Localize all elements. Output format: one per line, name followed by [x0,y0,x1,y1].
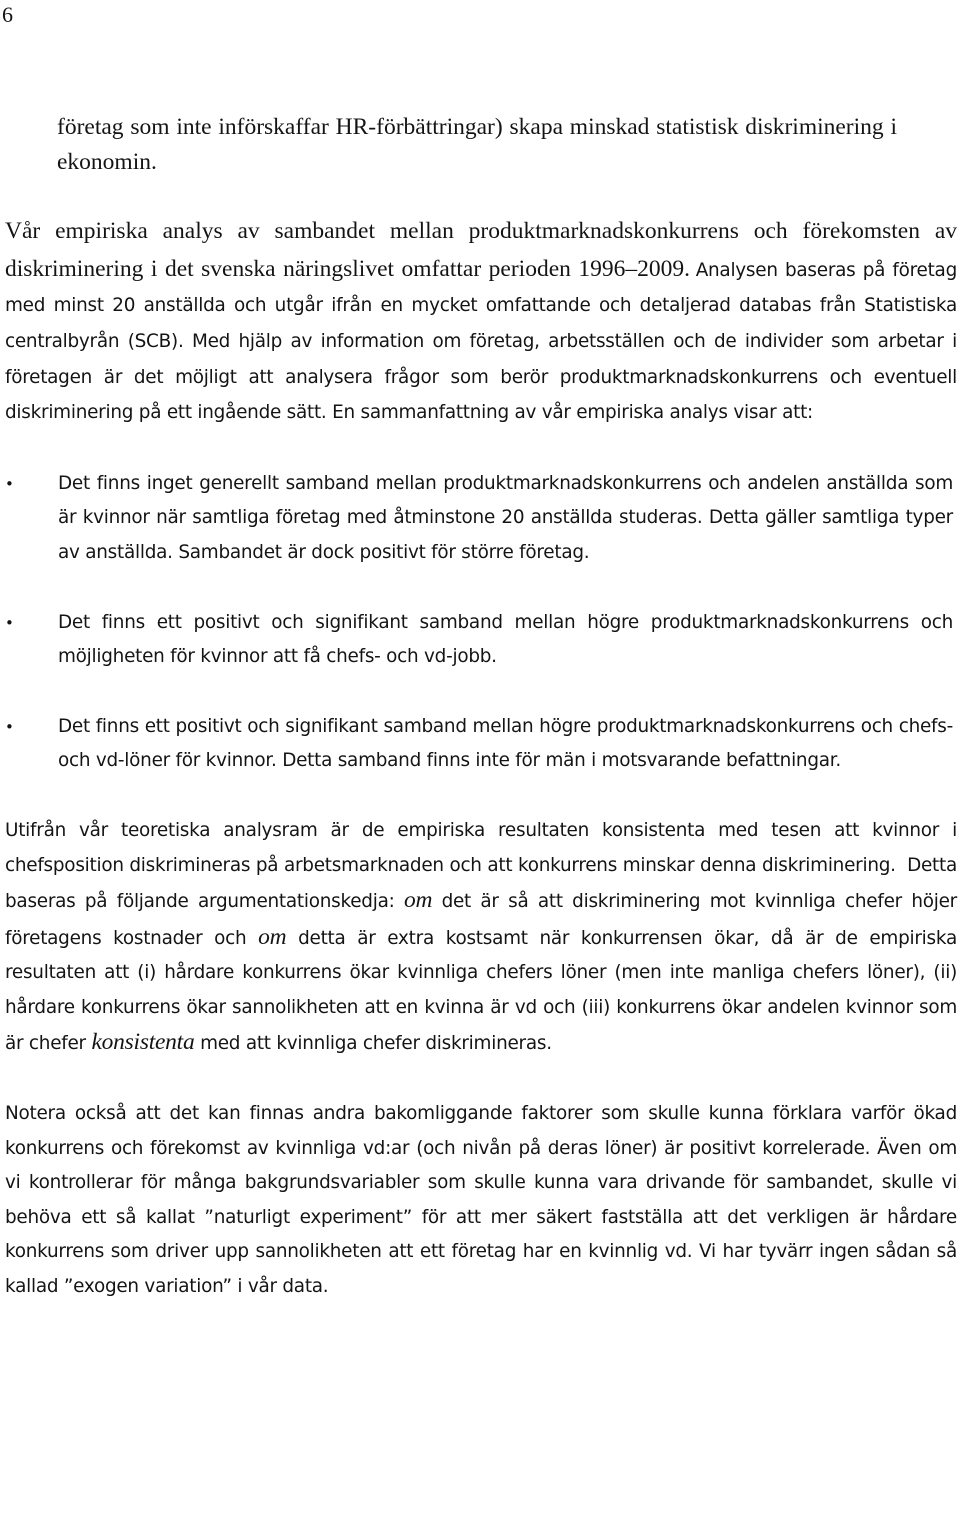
bullet-icon: • [5,613,14,632]
conclusion-paragraph [5,814,957,1062]
document-body [5,110,957,1305]
conclusion-text: detta är extra kostsamt när konkurrensen ökar, då är de empiriska resultaten att (i) hårdare konkurrens ökar kvinnliga chefers löner (men inte manliga chefers löner), (ii) hårdare konkurrens ökar sannolikheten att en kvinna är vd och (iii) konkurrens ökar andelen kvinnor som är chefer [5,927,957,1055]
list-item-text: Det finns inget generellt samband mellan produktmarknadskonkurrens och andelen anställda som är kvinnor när samtliga företag med åtminstone 20 anställda studeras. Detta gäller samtliga typer av anställda. Sambandet är dock positivt för större företag. [58,472,953,563]
analysis-text-serif: Vår empiriska analys av sambandet mellan produktmarknadskonkurrens och förekomsten av diskriminering i det svenska näringslivet omfattar perioden 1996–2009. [5,218,957,282]
conclusion-text: Utifrån vår teoretiska analysram är de empiriska resultaten konsistenta med tesen att kvinnor i chefsposition diskrimineras på arbetsmarknaden och att konkurrens minskar denna diskriminering. [5,819,957,876]
bullet-icon: • [5,717,14,736]
analysis-paragraph [5,214,957,432]
conclusion-text: det är så att diskriminering mot kvinnliga chefer höjer företagens kostnader och [5,891,957,949]
list-item-text: Det finns ett positivt och signifikant samband mellan högre produktmarknadskonkurrens och chefs- och vd-löner för kvinnor. Detta samband finns inte för män i motsvarande befattningar. [58,715,953,772]
emphasis-text: konsistenta [91,1029,195,1056]
page-number: 6 [2,2,13,27]
bullet-icon: • [5,474,14,493]
list-item [5,467,957,571]
intro-paragraph: företag som inte införskaffar HR-förbättringar) skapa minskad statistisk diskriminering i ekonomin. [57,114,897,175]
emphasis-text: om [258,923,287,950]
emphasis-text: om [403,887,433,914]
list-item [5,710,957,779]
findings-list [5,467,957,779]
list-item [5,606,957,675]
analysis-text-sans: Analysen baseras på företag med minst 20 anställda och utgår ifrån en mycket omfattande och detaljerad databas från Statistiska centralbyrån (SCB). Med hjälp av information om företag, arbetsställen och de individer som arbetar i företagen är det möjligt att analysera frågor som berör produktmarknadskonkurrens och eventuell diskriminering på ett ingående sätt. En sammanfattning av vår empiriska analys visar att: [5,259,958,424]
list-item-text: Det finns ett positivt och signifikant samband mellan högre produktmarknadskonkurrens och möjligheten för kvinnor att få chefs- och vd-jobb. [58,611,953,668]
paragraph-gap [5,1062,957,1097]
conclusion-text: Detta baseras på följande argumentationskedja: [5,854,957,913]
note-paragraph: Notera också att det kan finnas andra bakomliggande faktorer som skulle kunna förklara varför ökad konkurrens och förekomst av kvinnliga vd:ar (och nivån på deras löner) är positivt korrelerade. Även om vi kontrollerar för många bakgrundsvariabler som skulle kunna vara drivande för sambandet, skulle vi behöva ett så kallat ”naturligt experiment” för att mer säkert fastställa att det verkligen är hårdare konkurrens som driver upp sannolikheten att ett företag har en kvinnlig vd. Vi har tyvärr ingen sådan så kallad ”exogen variation” i vår data. [5,1103,957,1298]
conclusion-text: med att kvinnliga chefer diskrimineras. [200,1033,552,1055]
paragraph-gap [5,179,957,214]
